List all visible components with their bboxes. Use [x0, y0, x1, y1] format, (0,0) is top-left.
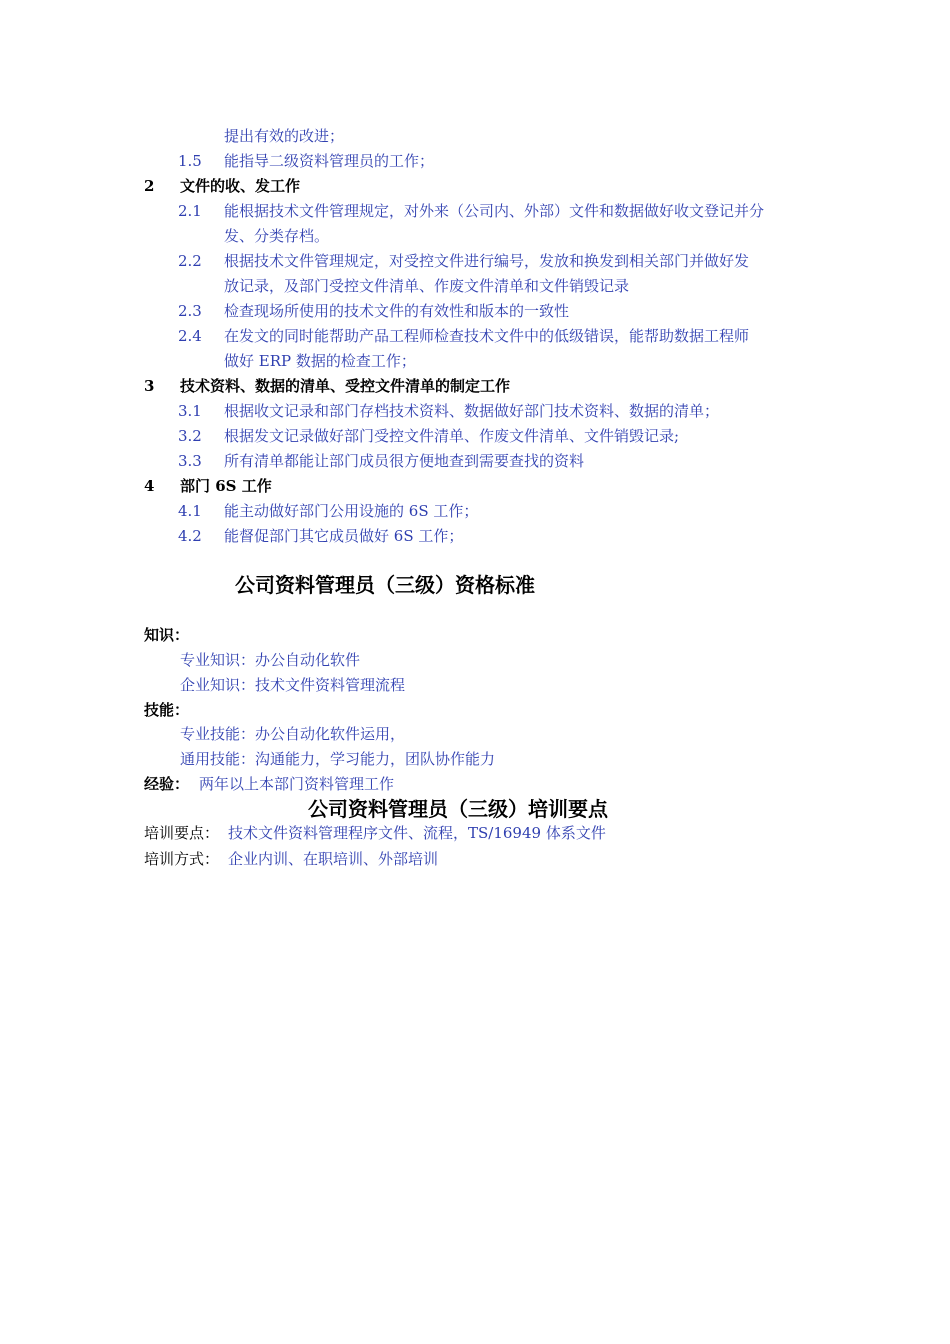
item-number: 2.1 [178, 202, 202, 220]
item-text: 在发文的同时能帮助产品工程师检查技术文件中的低级错误，能帮助数据工程师 [224, 327, 750, 345]
knowledge-enterprise: 企业知识：技术文件资料管理流程 [180, 676, 406, 694]
training-method-text: 企业内训、在职培训、外部培训 [228, 850, 439, 868]
item-text-continued: 放记录，及部门受控文件清单、作废文件清单和文件销毁记录 [224, 277, 630, 295]
skill-professional: 专业技能：办公自动化软件运用， [180, 725, 406, 743]
section-number: 4 [144, 477, 155, 495]
item-number: 1.5 [178, 152, 202, 170]
continuation-line: 提出有效的改进； [224, 127, 345, 145]
standard-title: 公司资料管理员（三级）资格标准 [235, 573, 535, 597]
item-text: 能督促部门其它成员做好 6S 工作； [224, 527, 464, 545]
item-text: 检查现场所使用的技术文件的有效性和版本的一致性 [224, 302, 570, 320]
section-number: 2 [144, 177, 155, 195]
training-points-label: 培训要点： [144, 824, 220, 842]
item-number: 3.3 [178, 452, 202, 470]
experience-text: 两年以上本部门资料管理工作 [199, 775, 395, 793]
item-text: 能指导二级资料管理员的工作； [224, 152, 435, 170]
item-number: 3.2 [178, 427, 202, 445]
knowledge-professional: 专业知识：办公自动化软件 [180, 651, 361, 669]
training-title: 公司资料管理员（三级）培训要点 [308, 797, 608, 821]
item-number: 4.2 [178, 527, 202, 545]
item-number: 3.1 [178, 402, 202, 420]
item-number: 2.3 [178, 302, 202, 320]
item-text: 能主动做好部门公用设施的 6S 工作； [224, 502, 479, 520]
section-title: 部门 6S 工作 [180, 477, 272, 495]
item-text: 根据收文记录和部门存档技术资料、数据做好部门技术资料、数据的清单； [224, 402, 720, 420]
item-text: 根据技术文件管理规定，对受控文件进行编号，发放和换发到相关部门并做好发 [224, 252, 750, 270]
section-title: 技术资料、数据的清单、受控文件清单的制定工作 [180, 377, 511, 395]
skill-general: 通用技能：沟通能力，学习能力，团队协作能力 [180, 750, 496, 768]
item-number: 2.4 [178, 327, 202, 345]
experience-label: 经验： [144, 775, 190, 793]
knowledge-label: 知识： [144, 626, 190, 644]
item-number: 2.2 [178, 252, 202, 270]
section-number: 3 [144, 377, 155, 395]
item-text-continued: 发、分类存档。 [224, 227, 330, 245]
skill-label: 技能： [144, 701, 190, 719]
item-text: 根据发文记录做好部门受控文件清单、作废文件清单、文件销毁记录; [224, 427, 680, 445]
training-method-label: 培训方式： [144, 850, 220, 868]
item-text: 能根据技术文件管理规定，对外来（公司内、外部）文件和数据做好收文登记并分 [224, 202, 765, 220]
section-title: 文件的收、发工作 [180, 177, 301, 195]
item-number: 4.1 [178, 502, 202, 520]
item-text-continued: 做好 ERP 数据的检查工作； [224, 352, 416, 370]
item-text: 所有清单都能让部门成员很方便地查到需要查找的资料 [224, 452, 585, 470]
training-points-text: 技术文件资料管理程序文件、流程，TS/16949 体系文件 [228, 824, 606, 842]
